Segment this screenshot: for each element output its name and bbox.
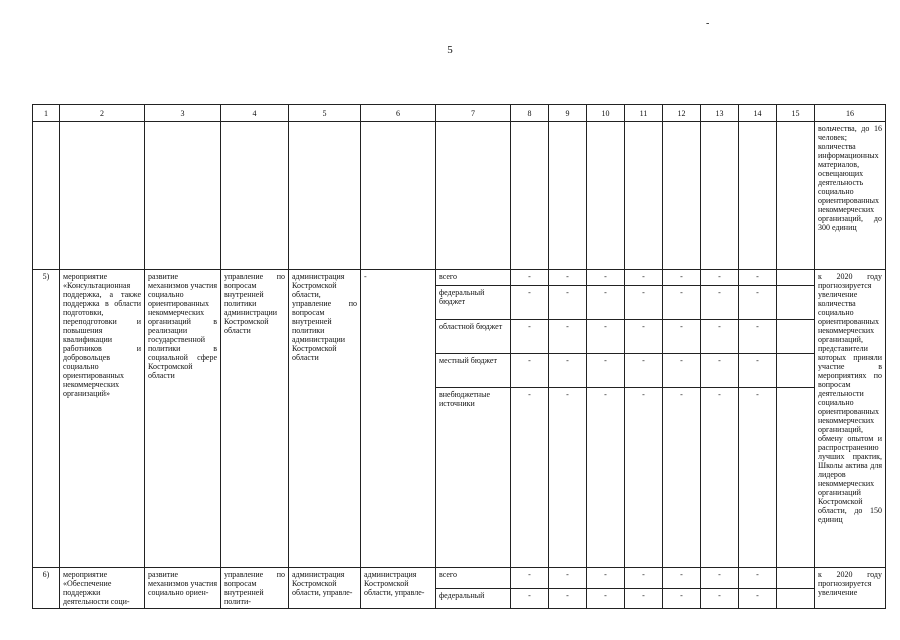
- amount-cell: -: [587, 354, 625, 388]
- column-header: 1: [33, 105, 60, 122]
- amount-cell: -: [587, 588, 625, 609]
- amount-cell: -: [701, 354, 739, 388]
- amount-cell: -: [587, 286, 625, 320]
- table-row: [33, 568, 886, 589]
- funding-source: внебюджетные источники: [436, 388, 511, 568]
- funding-source: местный бюджет: [436, 354, 511, 388]
- column-header: 7: [436, 105, 511, 122]
- funding-source: федеральный бюджет: [436, 286, 511, 320]
- amount-cell: -: [739, 568, 777, 589]
- empty-cell: [777, 388, 815, 568]
- amount-cell: -: [739, 270, 777, 286]
- empty-cell: [777, 588, 815, 609]
- amount-cell: -: [549, 320, 587, 354]
- amount-cell: -: [549, 354, 587, 388]
- amount-cell: -: [511, 354, 549, 388]
- text-cell: управление по вопросам внутренней полити-: [221, 568, 289, 609]
- amount-cell: -: [663, 568, 701, 589]
- column-header: 8: [511, 105, 549, 122]
- funding-source: всего: [436, 568, 511, 589]
- empty-cell: [777, 568, 815, 589]
- text-cell: мероприятие «Консультационная поддержка, а также поддержка в области подготовки, переподготовки и повышения квалификации работников и добровольцев социально ориентированных некоммерческих организаций»: [60, 270, 145, 568]
- header-row: [33, 105, 886, 122]
- empty-cell: [777, 354, 815, 388]
- amount-cell: -: [511, 320, 549, 354]
- column-header: 5: [289, 105, 361, 122]
- result-cell: вольчества, до 16 человек; количества информационных материалов, освещающих деятельность социально ориентированных некоммерческих организаций, до 300 единиц: [815, 122, 886, 270]
- page-number: 5: [447, 44, 453, 56]
- column-header: 6: [361, 105, 436, 122]
- amount-cell: -: [701, 388, 739, 568]
- column-header: 9: [549, 105, 587, 122]
- empty-cell: [777, 286, 815, 320]
- amount-cell: -: [739, 354, 777, 388]
- amount-cell: -: [511, 568, 549, 589]
- column-header: 14: [739, 105, 777, 122]
- column-header: 2: [60, 105, 145, 122]
- text-cell: управление по вопросам внутренней политики администрации Костромской области: [221, 270, 289, 568]
- amount-cell: -: [549, 270, 587, 286]
- funding-source: всего: [436, 270, 511, 286]
- amount-cell: -: [549, 588, 587, 609]
- text-cell: развитие механизмов участия социально ориен-: [145, 568, 221, 609]
- amount-cell: -: [625, 354, 663, 388]
- amount-cell: -: [663, 388, 701, 568]
- table-row: [33, 270, 886, 286]
- funding-source: областной бюджет: [436, 320, 511, 354]
- amount-cell: -: [625, 286, 663, 320]
- amount-cell: -: [739, 286, 777, 320]
- column-header: 12: [663, 105, 701, 122]
- amount-cell: -: [511, 270, 549, 286]
- amount-cell: -: [587, 388, 625, 568]
- empty-cell: [777, 270, 815, 286]
- top-mark: -: [706, 18, 710, 29]
- amount-cell: -: [511, 388, 549, 568]
- amount-cell: -: [701, 588, 739, 609]
- amount-cell: -: [663, 354, 701, 388]
- row-number: 5): [33, 270, 60, 568]
- amount-cell: -: [701, 320, 739, 354]
- column-header: 4: [221, 105, 289, 122]
- column-header: 15: [777, 105, 815, 122]
- amount-cell: -: [625, 270, 663, 286]
- executor-cell: -: [361, 270, 436, 568]
- row-number: 6): [33, 568, 60, 609]
- empty-cell: [777, 320, 815, 354]
- column-header: 16: [815, 105, 886, 122]
- column-header: 11: [625, 105, 663, 122]
- amount-cell: -: [739, 388, 777, 568]
- text-cell: администрация Костромской области, управление по вопросам внутренней политики администрации Костромской области: [289, 270, 361, 568]
- amount-cell: -: [663, 588, 701, 609]
- funding-source: федеральный: [436, 588, 511, 609]
- result-cell: к 2020 году прогнозируется увеличение: [815, 568, 886, 609]
- text-cell: развитие механизмов участия социально ориентированных некоммерческих организаций в реализации государственной политики в социальной сфере Костромской области: [145, 270, 221, 568]
- amount-cell: -: [739, 588, 777, 609]
- column-header: 3: [145, 105, 221, 122]
- amount-cell: -: [587, 270, 625, 286]
- amount-cell: -: [625, 588, 663, 609]
- amount-cell: -: [587, 320, 625, 354]
- text-cell: мероприятие «Обеспечение поддержки деятельности соци-: [60, 568, 145, 609]
- amount-cell: -: [739, 320, 777, 354]
- executor-cell: администрация Костромской области, управле-: [361, 568, 436, 609]
- amount-cell: -: [587, 568, 625, 589]
- column-header: 13: [701, 105, 739, 122]
- text-cell: администрация Костромской области, управле-: [289, 568, 361, 609]
- amount-cell: -: [625, 320, 663, 354]
- amount-cell: -: [625, 388, 663, 568]
- amount-cell: -: [549, 388, 587, 568]
- amount-cell: -: [701, 568, 739, 589]
- amount-cell: -: [511, 588, 549, 609]
- table-row: [33, 122, 886, 270]
- column-header: 10: [587, 105, 625, 122]
- result-cell: к 2020 году прогнозируется увеличение количества социально ориентированных некоммерческих организаций, представители которых приняли участие в мероприятиях по вопросам деятельности социально ориентированных некоммерческих организаций, обмену опытом и распространению лучших практик, Школы актива для лидеров некоммерческих организаций Костромской области, до 150 единиц: [815, 270, 886, 568]
- amount-cell: -: [663, 270, 701, 286]
- program-table: [32, 104, 886, 609]
- amount-cell: -: [701, 286, 739, 320]
- amount-cell: -: [625, 568, 663, 589]
- amount-cell: -: [511, 286, 549, 320]
- amount-cell: -: [549, 568, 587, 589]
- amount-cell: -: [663, 286, 701, 320]
- amount-cell: -: [701, 270, 739, 286]
- amount-cell: -: [549, 286, 587, 320]
- amount-cell: -: [663, 320, 701, 354]
